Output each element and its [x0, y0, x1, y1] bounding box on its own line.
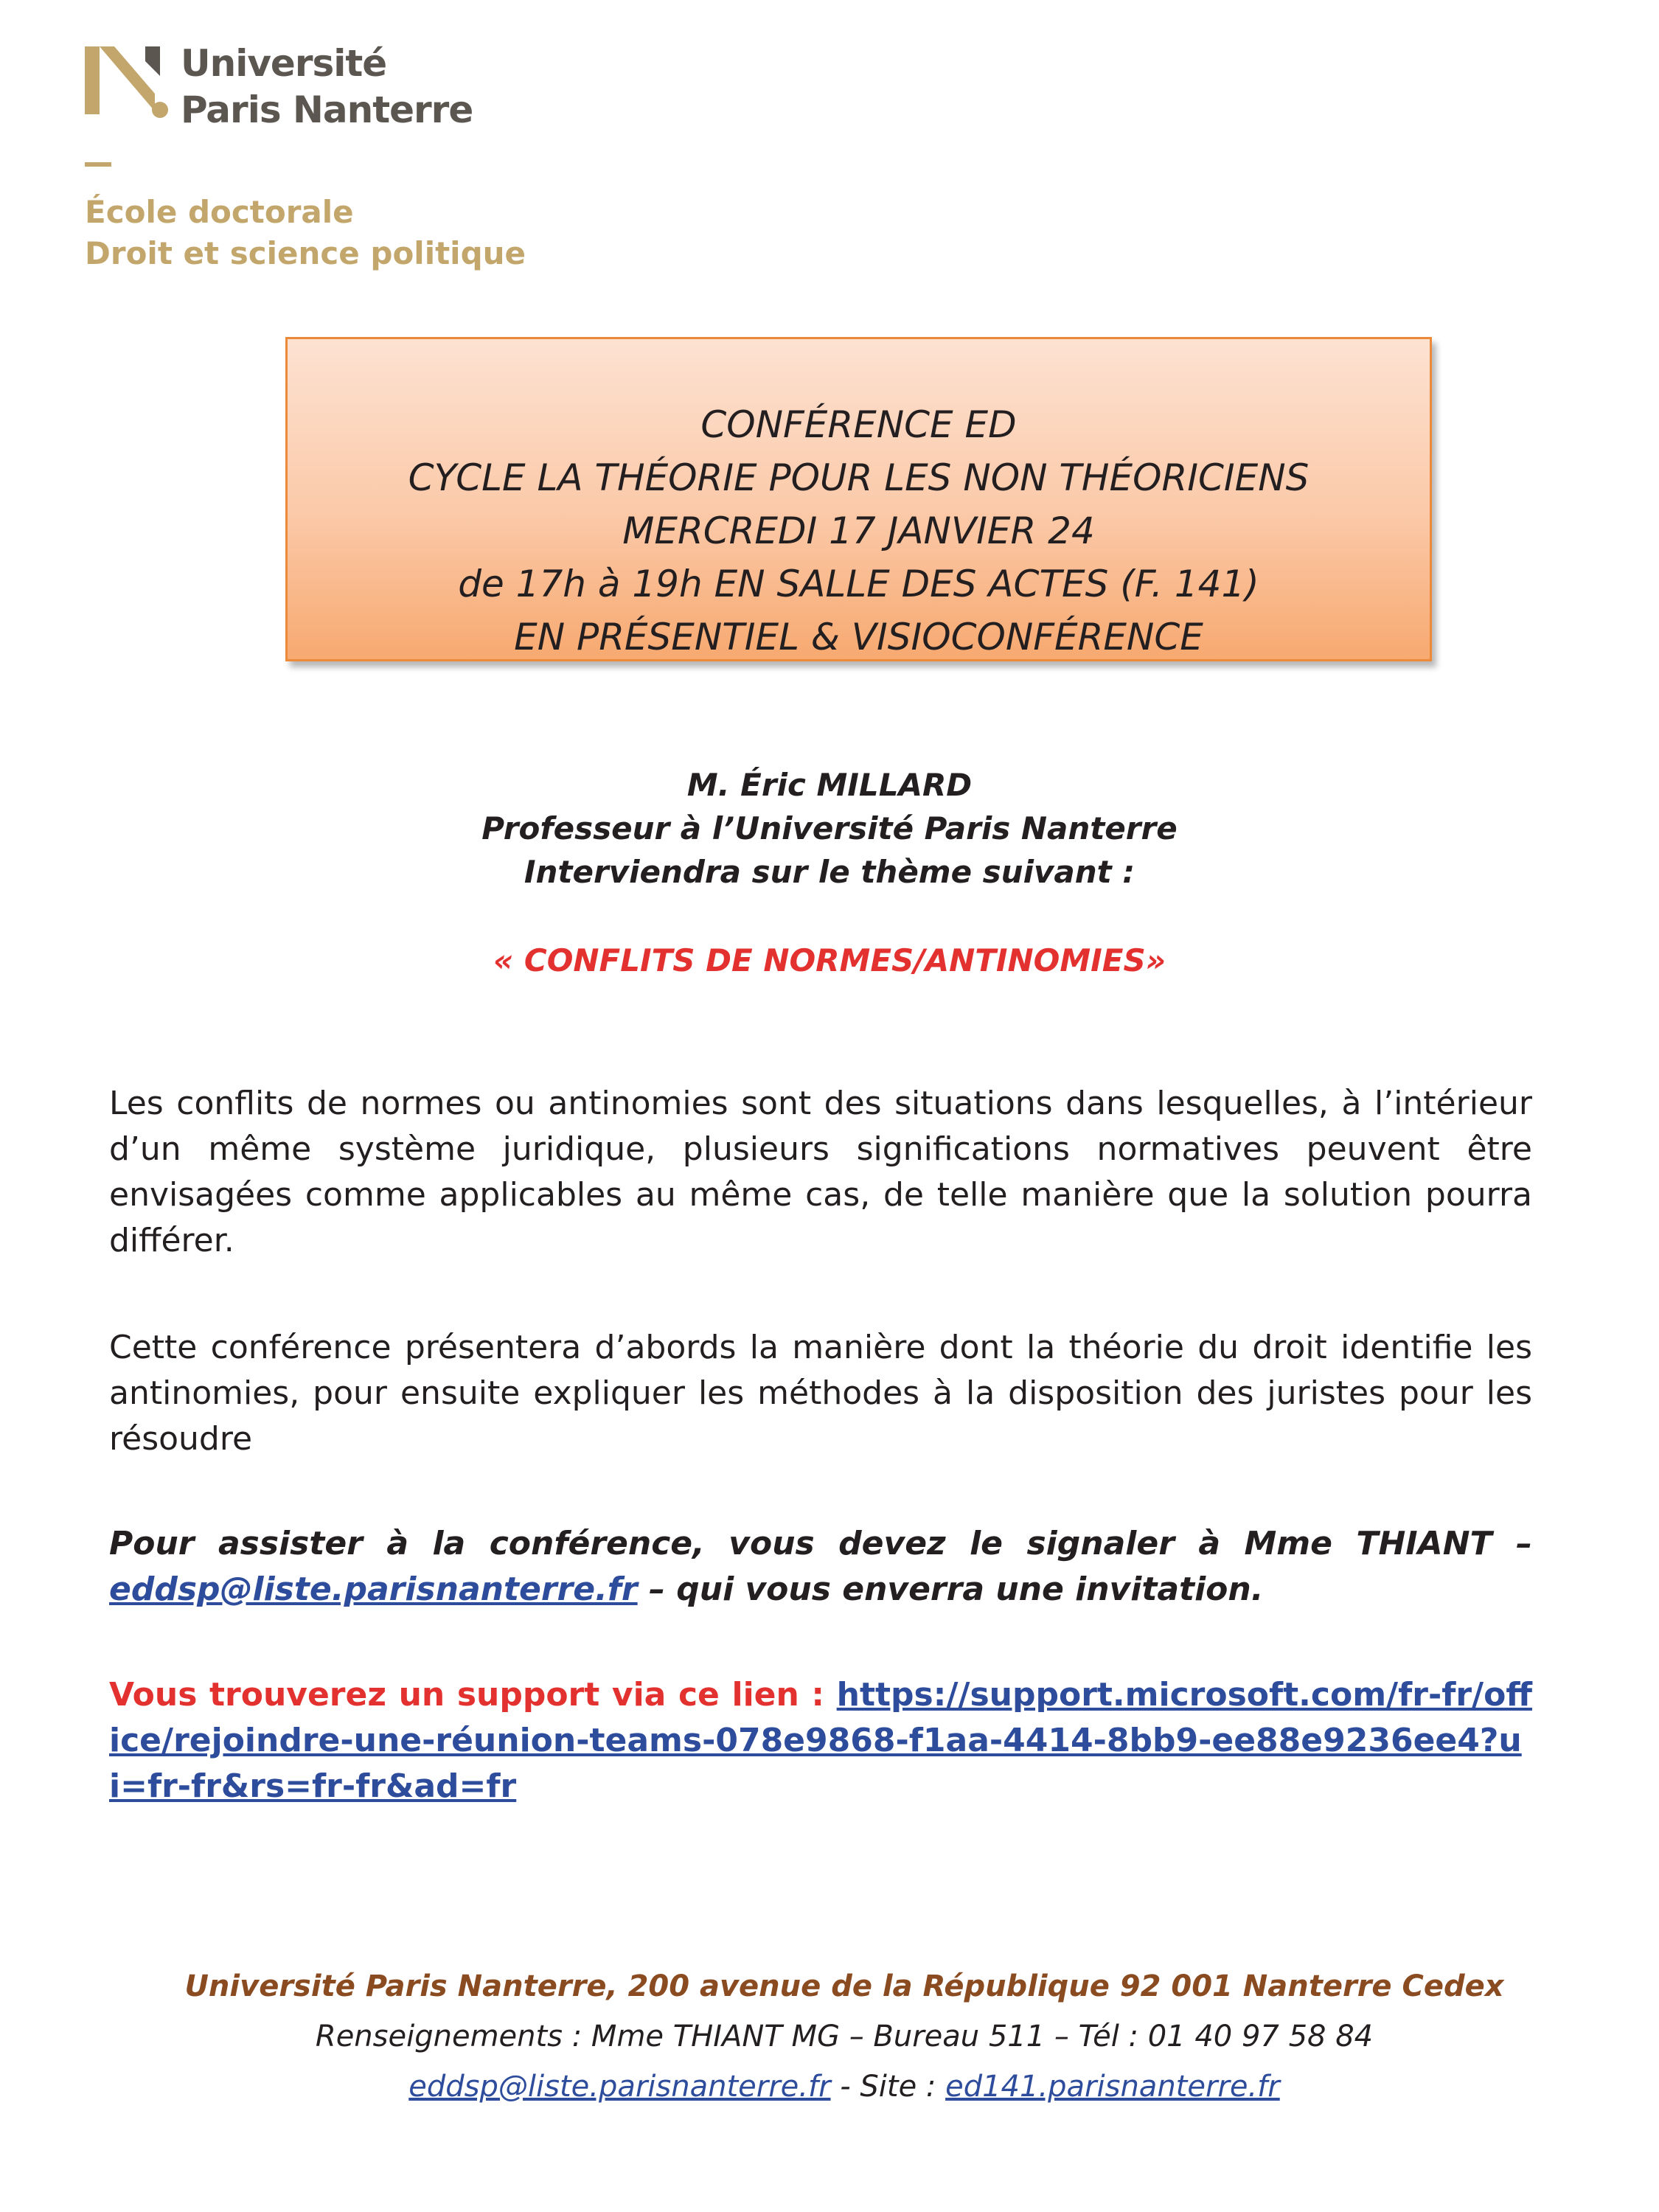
footer-email-link[interactable]: eddsp@liste.parisnanterre.fr [408, 2070, 831, 2104]
registration-text: Pour assister à la conférence, vous devez le signaler à Mme THIANT – [109, 1525, 1532, 1562]
school-line2: Droit et science politique [85, 235, 526, 271]
logo-divider [85, 162, 111, 167]
footer-site-label: - Site : [830, 2070, 946, 2104]
event-banner [285, 337, 1432, 661]
description-paragraph-2: Cette conférence présentera d’abords la manière dont la théorie du droit identifie les antinomies, pour ensuite expliquer les méthodes à la disposition des juristes pour les résoudre [109, 1329, 1532, 1458]
support-paragraph [109, 1672, 1532, 1809]
footer-site-link[interactable]: ed141.parisnanterre.fr [945, 2070, 1280, 2104]
banner-line-format: EN PRÉSENTIEL & VISIOCONFÉRENCE [514, 616, 1203, 658]
conference-theme: « CONFLITS DE NORMES/ANTINOMIES» [493, 942, 1166, 978]
banner-line-event: CONFÉRENCE ED [700, 403, 1017, 446]
support-link[interactable]: https://support.microsoft.com/fr-fr/office/rejoindre-une-réunion-teams-078e9868-f1aa-4414-8bb9-ee88e9236ee4?ui=fr-fr&rs=fr-fr&ad=fr [109, 1676, 1532, 1805]
registration-paragraph [109, 1521, 1532, 1613]
speaker-intro: Interviendra sur le thème suivant : [524, 854, 1135, 890]
footer-address [136, 1961, 1552, 2011]
nanterre-logo-mark-icon [85, 41, 173, 122]
university-name-line1: Université [181, 42, 387, 85]
speaker-name: M. Éric MILLARD [686, 767, 973, 803]
speaker-block [0, 763, 1659, 894]
registration-text-after: – qui vous enverra une invitation. [637, 1571, 1264, 1608]
banner-line-time-room: de 17h à 19h EN SALLE DES ACTES (F. 141) [458, 563, 1259, 605]
school-line1: École doctorale [85, 194, 354, 230]
footer-contact [136, 2011, 1552, 2062]
university-logo [85, 41, 527, 129]
description-paragraph-1: Les conflits de normes ou antinomies sont des situations dans lesquelles, à l’intérieur d’un même système juridique, plusieurs significations normatives peuvent être envisagées comme applicables au même cas, de telle manière que la solution pourra différer. [109, 1085, 1532, 1259]
banner-line-cycle: CYCLE LA THÉORIE POUR LES NON THÉORICIENS [408, 456, 1310, 499]
footer-contact-text: Renseignements : Mme THIANT MG – Bureau 511 – Tél : 01 40 97 58 84 [315, 2020, 1374, 2053]
support-text: Vous trouverez un support via ce lien : [109, 1676, 837, 1714]
speaker-title: Professeur à l’Université Paris Nanterre [481, 810, 1178, 846]
doctoral-school-name [85, 192, 526, 274]
footer-address-text: Université Paris Nanterre, 200 avenue de la République 92 001 Nanterre Cedex [184, 1969, 1504, 2003]
registration-email-link[interactable]: eddsp@liste.parisnanterre.fr [109, 1571, 638, 1608]
university-name-line2: Paris Nanterre [181, 88, 473, 131]
footer-links [136, 2062, 1552, 2112]
banner-line-date: MERCREDI 17 JANVIER 24 [622, 509, 1095, 552]
university-name [181, 41, 473, 133]
